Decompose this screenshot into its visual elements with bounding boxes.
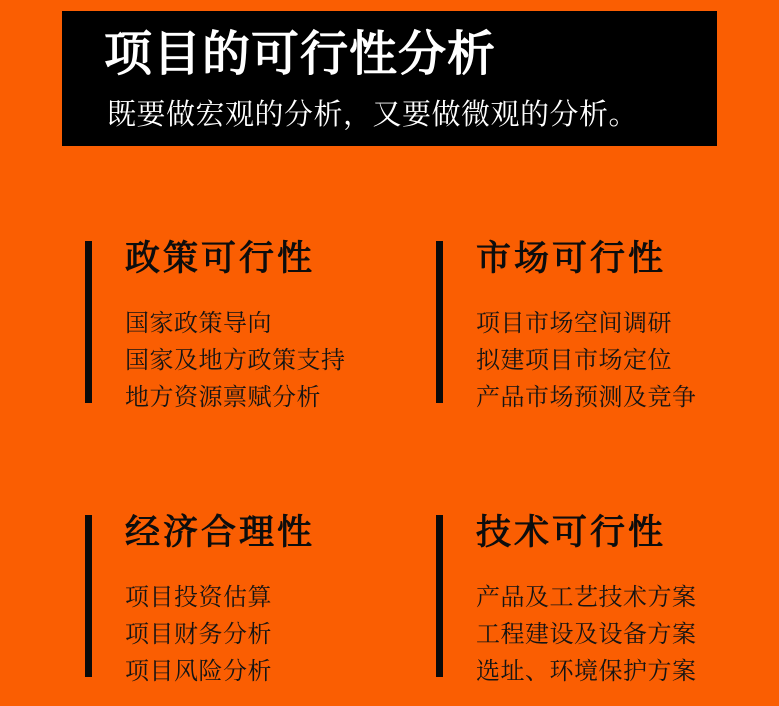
list-item: 工程建设及设备方案 [476,620,697,648]
list-item: 项目财务分析 [125,620,272,648]
section-content [125,515,315,690]
list-item: 拟建项目市场定位 [476,346,672,374]
item-list [476,305,697,416]
section-economic-rationality [85,515,315,690]
accent-bar [436,515,443,677]
item-list [476,579,697,690]
section-technical-feasibility [436,515,697,690]
list-item: 项目投资估算 [125,583,272,611]
list-item: 国家及地方政策支持 [125,346,346,374]
section-policy-feasibility [85,241,346,416]
list-item: 产品及工艺技术方案 [476,583,697,611]
list-item: 地方资源禀赋分析 [125,383,321,411]
list-item: 产品市场预测及竞争 [476,383,697,411]
section-content [125,241,346,416]
list-item: 项目市场空间调研 [476,309,672,337]
section-title: 市场可行性 [476,239,667,278]
page-subtitle: 既要做宏观的分析，又要做微观的分析。 [107,99,639,131]
item-list [125,305,346,416]
accent-bar [85,515,92,677]
accent-bar [436,241,443,403]
accent-bar [85,241,92,403]
section-content [476,515,697,690]
section-title: 政策可行性 [125,239,316,278]
section-market-feasibility [436,241,697,416]
page-title: 项目的可行性分析 [104,28,497,81]
section-title: 经济合理性 [125,513,316,552]
section-content [476,241,697,416]
list-item: 项目风险分析 [125,657,272,685]
list-item: 选址、环境保护方案 [476,657,697,685]
section-title: 技术可行性 [476,513,667,552]
list-item: 国家政策导向 [125,309,272,337]
header-banner [62,11,717,146]
item-list [125,579,315,690]
